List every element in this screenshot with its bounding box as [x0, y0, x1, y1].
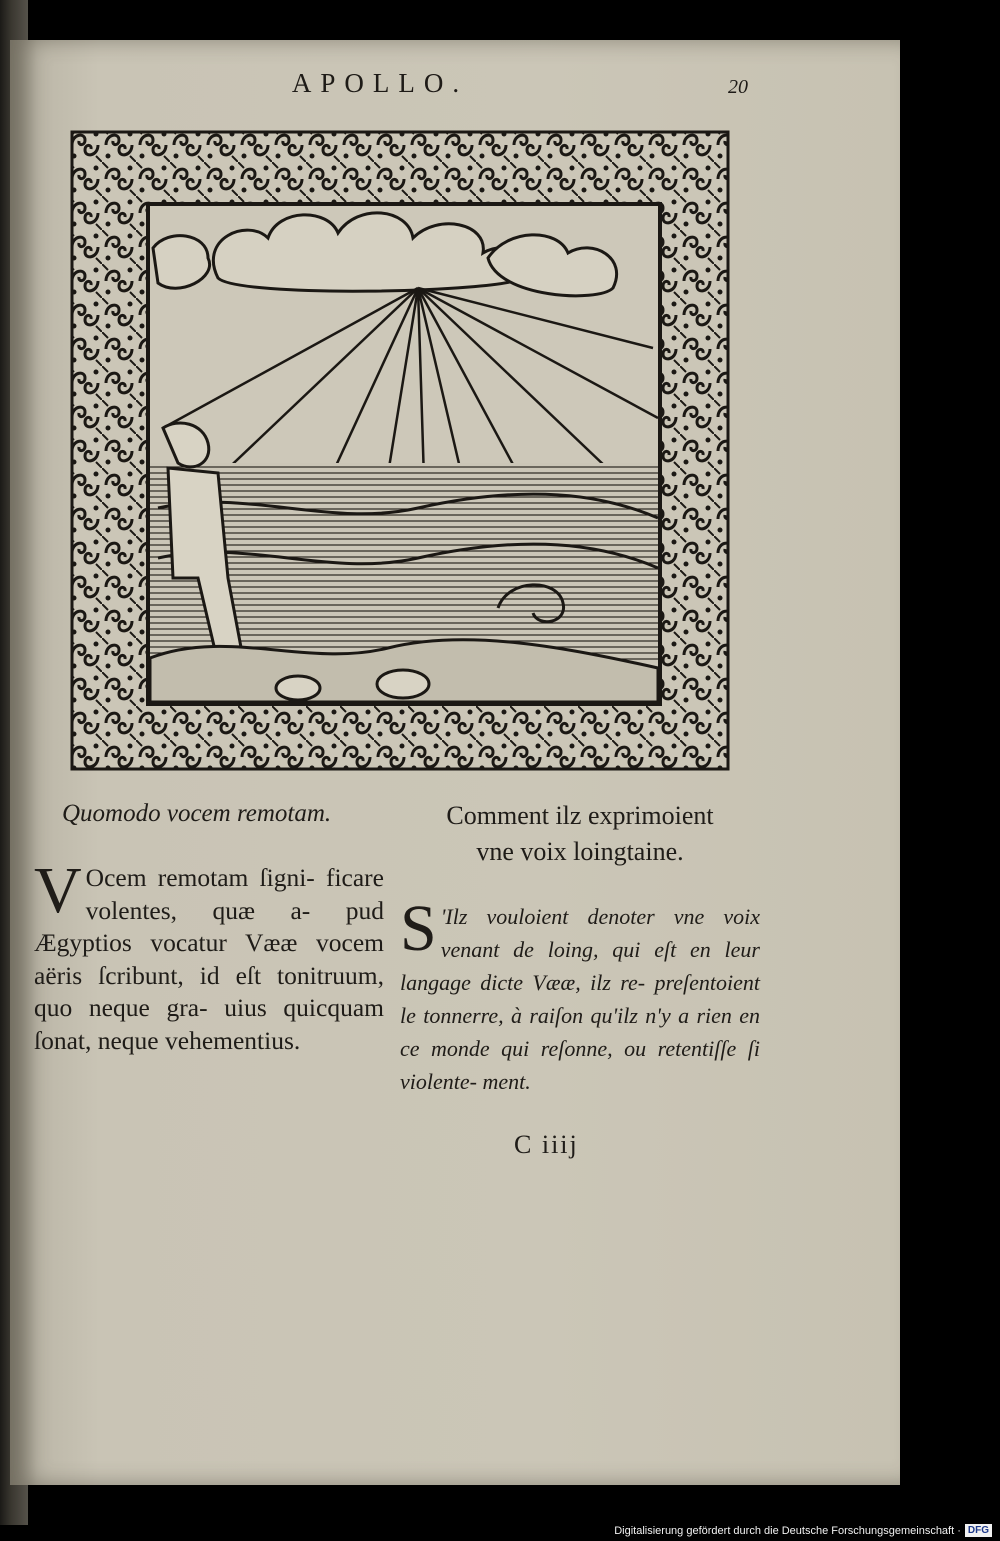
french-caption-line-2: vne voix loingtaine.	[476, 837, 684, 866]
french-body-text: 'Ilz vouloient denoter vne voix venant de loing, qui eſt en leur langage dicte Vææ, ilz re- preſentoient le tonnerre, à raiſon qu'ilz n'y a rien en ce monde qui reſonne, ou retentiſſe ſi violente- ment.	[400, 904, 760, 1094]
dfg-logo-icon: DFG	[965, 1524, 992, 1537]
latin-text-column	[34, 854, 384, 1057]
woodcut-illustration	[68, 128, 732, 773]
latin-dropcap: V	[34, 854, 82, 927]
footer-credit	[614, 1524, 992, 1537]
latin-body-text: Ocem remotam ſigni- ficare volentes, quæ a- pud Ægyptios vocatur Vææ vocem aëris ſcribunt, id eſt tonitruum, quo neque gra- uius quicquam ſonat, neque vehementius.	[34, 863, 384, 1055]
page-number: 20	[728, 76, 748, 98]
french-caption-line-1: Comment ilz exprimoient	[446, 801, 714, 830]
french-caption	[395, 798, 765, 870]
footer-credit-text: Digitalisierung gefördert durch die Deutsche Forschungsgemeinschaft ·	[614, 1524, 961, 1537]
french-text-column	[400, 892, 760, 1098]
page-title: APOLLO.	[291, 68, 469, 98]
french-dropcap: S	[400, 892, 437, 965]
latin-caption: Quomodo vocem remotam.	[62, 800, 332, 827]
signature-mark: C iiij	[514, 1130, 579, 1159]
